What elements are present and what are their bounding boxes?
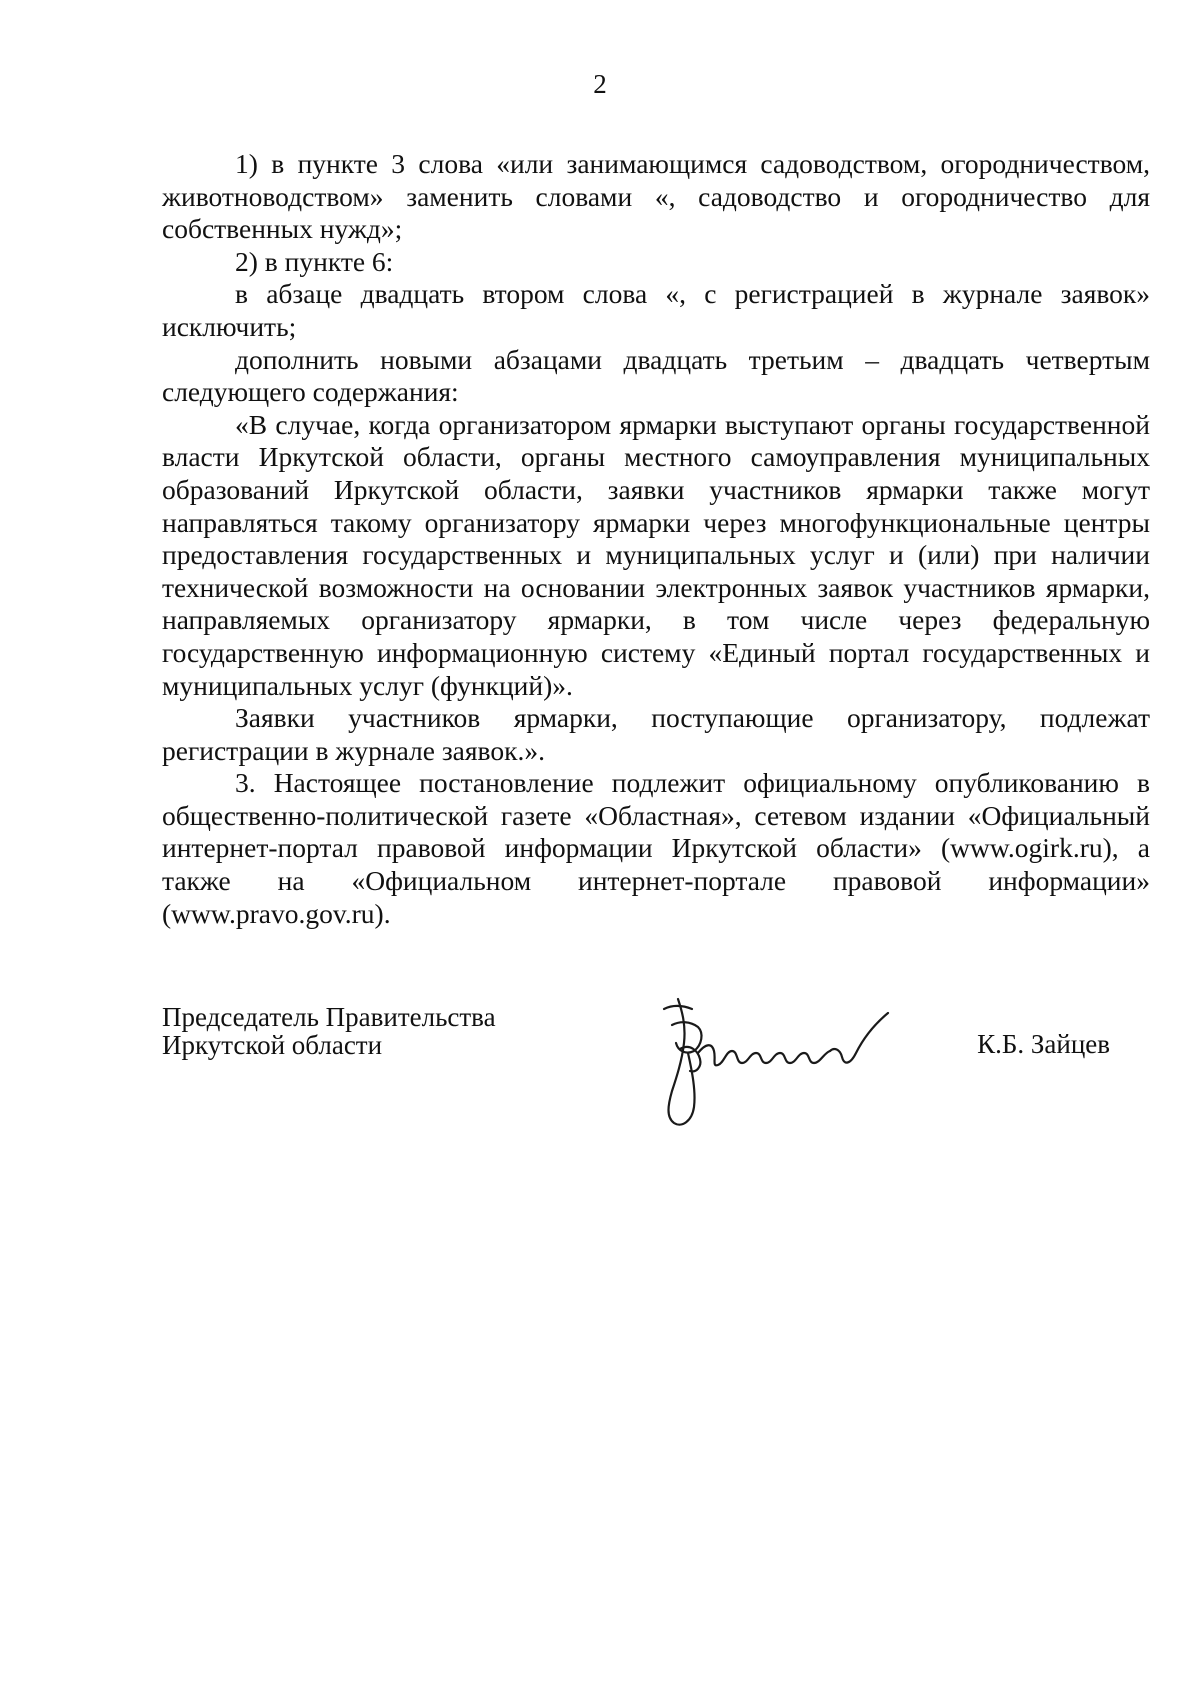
paragraph-paragraph-22-amendment: в абзаце двадцать втором слова «, с регистрацией в журнале заявок» исключить; bbox=[162, 278, 1150, 342]
signer-title-line-1: Председатель Правительства bbox=[162, 1002, 496, 1032]
handwritten-signature bbox=[642, 991, 912, 1131]
signer-title-line-2: Иркутской области bbox=[162, 1030, 383, 1060]
signer-name: К.Б. Зайцев bbox=[977, 1029, 1110, 1059]
signer-title bbox=[162, 1003, 496, 1059]
paragraph-item-1-point-3: 1) в пункте 3 слова «или занимающимся садоводством, огородничеством, животноводством» заменить словами «, садоводство и огородничество для собственных нужд»; bbox=[162, 148, 1150, 245]
signature-block bbox=[162, 1003, 1150, 1143]
paragraph-quoted-new-text: «В случае, когда организатором ярмарки выступают органы государственной власти Иркутской области, органы местного самоуправления муниципальных образований Иркутской области, заявки участников ярмарки также могут направляться такому организатору ярмарки через многофункциональные центры предоставления государственных и муниципальных услуг и (или) при наличии технической возможности на основании электронных заявок участников ярмарки, направляемых организатору ярмарки, в том числе через федеральную государственную информационную систему «Единый портал государственных и муниципальных услуг (функций)». bbox=[162, 408, 1150, 701]
paragraph-applications-registration: Заявки участников ярмарки, поступающие организатору, подлежат регистрации в журнале заявок.». bbox=[162, 702, 1150, 766]
paragraph-item-2-point-6: 2) в пункте 6: bbox=[235, 245, 394, 277]
paragraph-add-new-paragraphs: дополнить новыми абзацами двадцать третьим – двадцать четвертым следующего содержания: bbox=[162, 343, 1150, 408]
document-body bbox=[162, 148, 1150, 930]
paragraph-publication-clause: 3. Настоящее постановление подлежит официальному опубликованию в общественно-политической газете «Областная», сетевом издании «Официальный интернет-портал правовой информации Иркутской области» (www.ogirk.ru), а также на «Официальном интернет-портале правовой информации» (www.pravo.gov.ru). bbox=[162, 767, 1150, 929]
page-number: 2 bbox=[593, 69, 607, 99]
